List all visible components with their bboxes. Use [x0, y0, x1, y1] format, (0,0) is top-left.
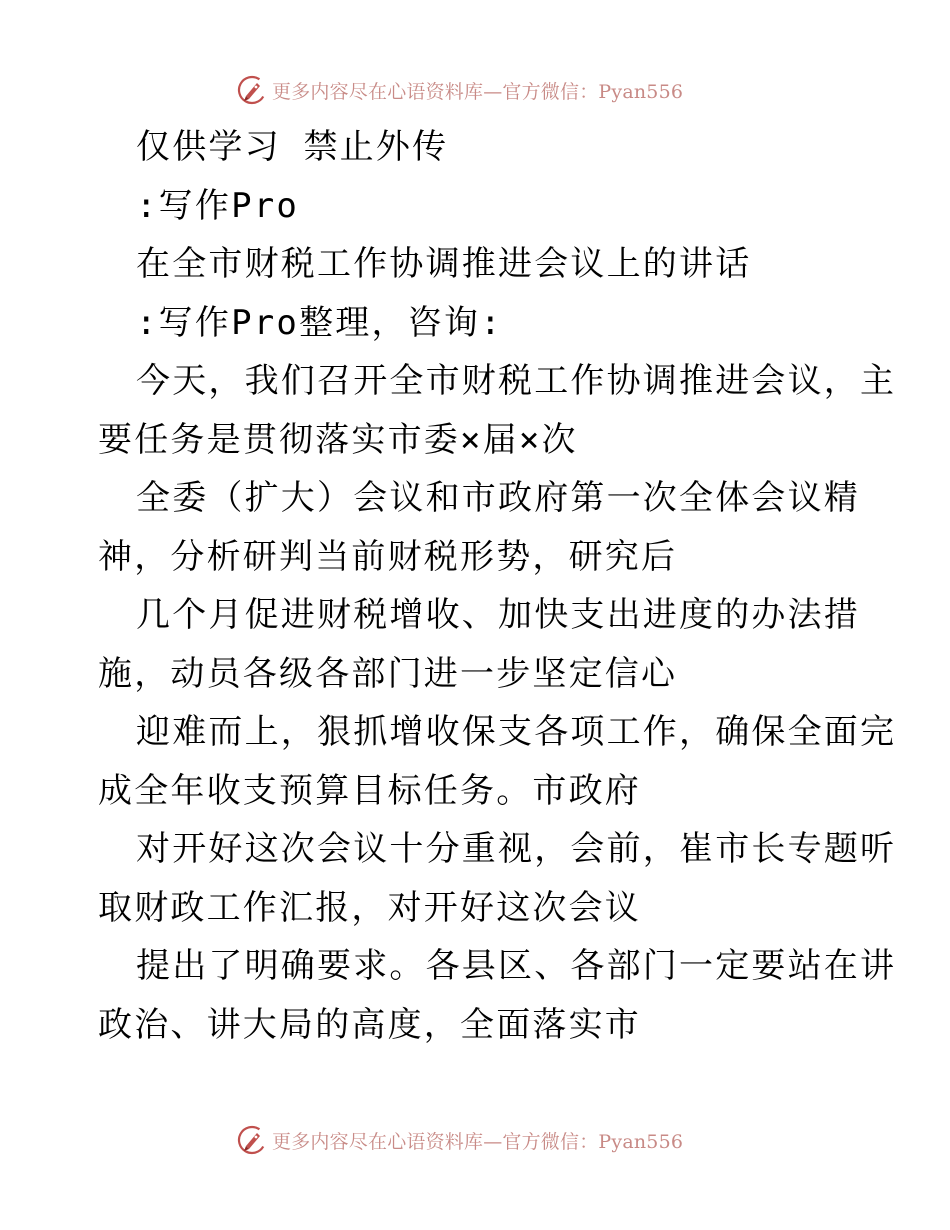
- text-line: 取财政工作汇报，对开好这次会议: [98, 887, 641, 928]
- text-line: 政治、讲大局的高度，全面落实市: [98, 1004, 641, 1045]
- text-line: 成全年收支预算目标任务。市政府: [98, 770, 641, 811]
- text-line: 仅供学习 禁止外传: [136, 127, 449, 167]
- text-line: 几个月促进财税增收、加快支出进度的办法措: [136, 595, 860, 635]
- pen-logo-icon: [236, 74, 268, 106]
- watermark-text: 更多内容尽在心语资料库—官方微信：Pyan556: [272, 80, 684, 103]
- text-line: 提出了明确要求。各县区、各部门一定要站在讲: [136, 946, 897, 986]
- text-line: :写作Pro整理，咨询:: [136, 302, 503, 343]
- text-line: 要任务是贯彻落实市委×届×次: [98, 419, 578, 460]
- pen-logo-icon: [236, 1124, 268, 1156]
- watermark-header: [236, 72, 716, 108]
- text-line: 对开好这次会议十分重视，会前，崔市长专题听: [136, 829, 897, 869]
- watermark-footer: [236, 1122, 716, 1158]
- watermark-text: 更多内容尽在心语资料库—官方微信：Pyan556: [272, 1130, 684, 1153]
- text-line: 神，分析研判当前财税形势，研究后: [98, 536, 678, 577]
- text-line: 今天，我们召开全市财税工作协调推进会议，主: [136, 361, 897, 401]
- text-line: 迎难而上，狠抓增收保支各项工作，确保全面完: [136, 712, 897, 752]
- document-body: [98, 118, 897, 1054]
- text-line: :写作Pro: [136, 185, 300, 226]
- document-title: 在全市财税工作协调推进会议上的讲话: [136, 244, 752, 284]
- text-line: 全委（扩大）会议和市政府第一次全体会议精: [136, 478, 860, 518]
- text-line: 施，动员各级各部门进一步坚定信心: [98, 653, 678, 694]
